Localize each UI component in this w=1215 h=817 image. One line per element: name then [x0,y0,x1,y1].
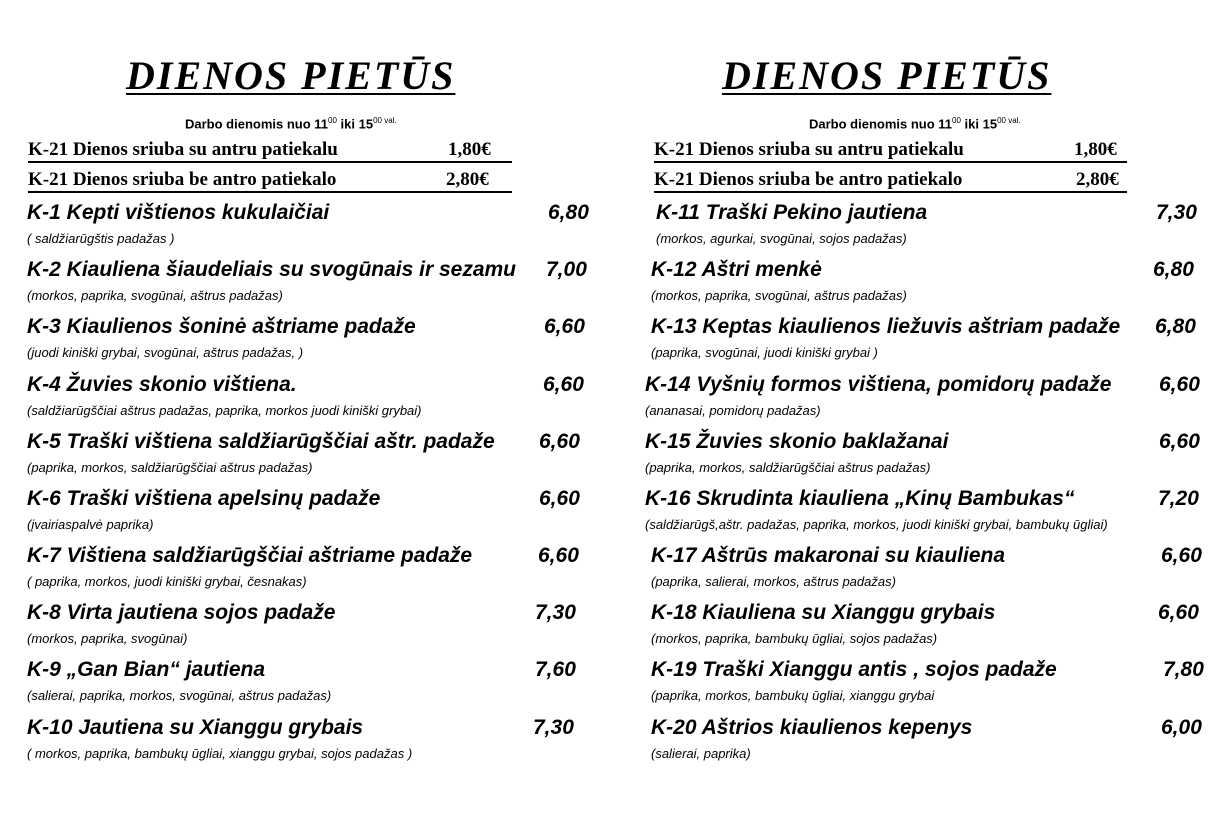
opening-hours: Darbo dienomis nuo $11^{00}$ iki $15^{00 val.}$ [185,116,397,132]
soup-line: K-21 Dienos sriuba su antru patiekalu 1,80€ [654,139,1127,163]
soup-line: K-21 Dienos sriuba su antru patiekalu 1,80€ [28,139,512,163]
soup-line: K-21 Dienos sriuba be antro patiekalo 2,80€ [654,169,1127,193]
soup-line: K-21 Dienos sriuba be antro patiekalo 2,80€ [28,169,512,193]
menu-title: DIENOS PIETŪS [722,53,1052,98]
menu-column-left: DIENOS PIETŪS Darbo dienomis nuo $11^{00}$ iki $15^{00 val.}$ K-21 Dienos sriuba su antru patiekalu 1,80€ K-21 Dienos sriuba be antro patiekalo 2,80€ K-1 Kepti vištienos kukulaičiai 6,80 ( saldžiarūgštis padažas ) K-2 Kiauliena šiaudeliais su svogūnais ir sezamu 7,00 (morkos, paprika, svogūnai, aštrus padažas) K-3 Kiaulienos šoninė aštriame padaže 6,60 (juodi kiniški grybai, svogūnai, aštrus padažas, ) K-4 Žuvies skonio vištiena. 6,60 (saldžiarūgščiai aštrus padažas, paprika, morkos juodi kiniški grybai) K-5 Traški vištiena saldžiarūgščiai aštr. padaže 6,60 (paprika, morkos, saldžiarūgščiai aštrus padažas) K-6 Traški vištiena apelsinų padaže 6,60 (įvairiaspalvė paprika) K-7 Vištiena saldžiarūgščiai aštriame padaže 6,60 ( paprika, morkos, juodi kiniški grybai, česnakas) K-8 Virta jautiena sojos padaže 7,30 (morkos, paprika, svogūnai) K-9 „Gan Bian“ jautiena 7,60 (salierai, paprika, morkos, svogūnai, aštrus padažas) K-10 Jautiena su Xianggu grybais 7,30 ( morkos, paprika, bambukų ūgliai, xianggu grybai, sojos padažas ) [27,53,589,761]
menu-column-right: DIENOS PIETŪS Darbo dienomis nuo $11^{00}$ iki $15^{00 val.}$ K-21 Dienos sriuba su antru patiekalu 1,80€ K-21 Dienos sriuba be antro patiekalo 2,80€ K-11 Traški Pekino jautiena 7,30 (morkos, agurkai, svogūnai, sojos padažas) K-12 Aštri menkė 6,80 (morkos, paprika, svogūnai, aštrus padažas) K-13 Keptas kiaulienos liežuvis aštriam padaže 6,80 (paprika, svogūnai, juodi kiniški grybai ) K-14 Vyšnių formos vištiena, pomidorų padaže 6,60 (ananasai, pomidorų padažas) K-15 Žuvies skonio baklažanai 6,60 (paprika, morkos, saldžiarūgščiai aštrus padažas) K-16 Skrudinta kiauliena „Kinų Bambukas“ 7,20 (saldžiarūgš,aštr. padažas, paprika, morkos, juodi kiniški grybai, bambukų ūgliai) K-17 Aštrūs makaronai su kiauliena 6,60 (paprika, salierai, morkos, aštrus padažas) K-18 Kiauliena su Xianggu grybais 6,60 (morkos, paprika, bambukų ūgliai, sojos padažas) K-19 Traški Xianggu antis , sojos padaže 7,80 (paprika, morkos, bambukų ūgliai, xianggu grybai K-20 Aštrios kiaulienos kepenys 6,00 (salierai, paprika) [645,53,1204,761]
menu-title: DIENOS PIETŪS [126,53,456,98]
opening-hours: Darbo dienomis nuo $11^{00}$ iki $15^{00 val.}$ [809,116,1021,132]
